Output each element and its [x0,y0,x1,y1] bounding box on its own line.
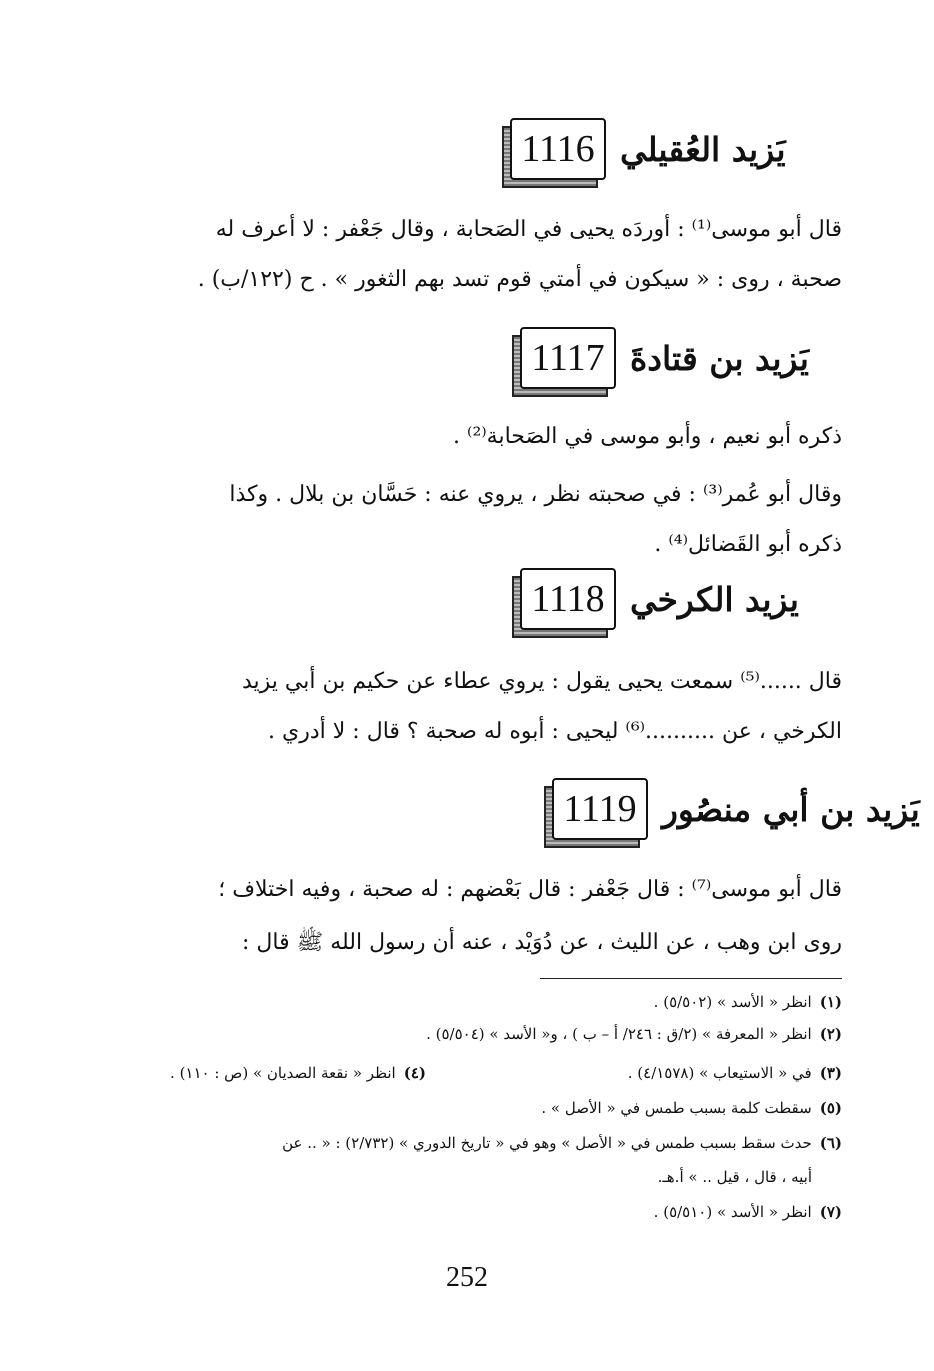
entry-heading-1118 [520,568,799,630]
entry-heading-1117 [520,327,809,389]
entry-heading-1119 [552,778,920,840]
footnote-4 [170,1061,426,1085]
entry-number-box [552,778,648,840]
page-number: 252 [446,1262,488,1293]
footnote-number: (٥) [819,1099,842,1117]
footnote-text: أبيه ، قال ، قيل .. » أ.هـ. [657,1168,812,1186]
footnote-1 [654,990,842,1014]
footnote-number: (٢) [819,1025,842,1043]
entry-title: يَزيد بن قتادةَ [630,338,809,378]
entry-text-line: وقال أبو عُمر⁽³⁾ : في صحبته نظر ، يروي عنه : حَسَّان بن بلال . وكذا [229,482,842,507]
entry-text-line: روى ابن وهب ، عن الليث ، عن دُوَيْد ، عنه أن رسول الله ﷺ قال : [242,930,842,955]
entry-number: 1119 [552,778,648,840]
entry-number-box [510,118,606,180]
footnote-7 [654,1200,842,1224]
footnote-text: انظر « الأسد » (٥/٥١٠) . [653,1203,812,1221]
footnote-6 [282,1131,842,1155]
entry-title: يَزيد العُقيلي [620,129,786,169]
entry-text-line: قال أبو موسى⁽⁷⁾ : قال جَعْفر : قال بَعْضهم : له صحبة ، وفيه اختلاف ؛ [218,877,842,902]
footnote-text: حدث سقط بسبب طمس في « الأصل » وهو في « تاريخ الدوري » (٢/٧٣٢) : « .. عن [282,1134,812,1152]
entry-text-line: صحبة ، روى : « سيكون في أمتي قوم تسد بهم الثغور » . ح (١٢٢/ب) . [197,267,842,292]
footnote-number: (٤) [403,1064,426,1082]
footnote-separator [540,978,842,979]
footnote-text: في « الاستيعاب » (٤/١٥٧٨) . [627,1064,812,1082]
entry-title: يَزيد بن أبي منصُور [662,789,920,829]
entry-text-line: قال ......⁽⁵⁾ سمعت يحيى يقول : يروي عطاء عن حكيم بن أبي يزيد [241,669,842,694]
entry-text-line: الكرخي ، عن ..........⁽⁶⁾ ليحيى : أبوه له صحبة ؟ قال : لا أدري . [268,719,842,744]
footnote-text: سقطت كلمة بسبب طمس في « الأصل » . [541,1099,812,1117]
footnote-text: انظر « المعرفة » (٢/ق : ٢٤٦/ أ – ب ) ، و« الأسد » (٥/٥٠٤) . [426,1025,812,1043]
entry-number-box [520,568,616,630]
footnote-text: انظر « نقعة الصديان » (ص : ١١٠) . [170,1064,396,1082]
footnote-6-continuation [658,1165,812,1189]
footnote-number: (٣) [819,1064,842,1082]
entry-text-line: ذكره أبو القَضائل⁽⁴⁾ . [654,532,842,557]
footnote-number: (٧) [819,1203,842,1221]
footnote-2 [426,1022,842,1046]
entry-number: 1118 [520,568,616,630]
entry-title: يزيد الكرخي [630,579,799,619]
entry-number: 1117 [520,327,616,389]
footnote-3 [628,1061,842,1085]
footnote-number: (٦) [819,1134,842,1152]
entry-number-box [520,327,616,389]
entry-number: 1116 [510,118,606,180]
entry-heading-1116 [510,118,786,180]
footnote-number: (١) [819,993,842,1011]
entry-text-line: ذكره أبو نعيم ، وأبو موسى في الصَحابة⁽²⁾ . [453,424,842,449]
footnote-text: انظر « الأسد » (٥/٥٠٢) . [653,993,812,1011]
entry-text-line: قال أبو موسى⁽¹⁾ : أوردَه يحيى في الصَحابة ، وقال جَعْفر : لا أعرف له [215,217,842,242]
footnote-5 [541,1096,842,1120]
